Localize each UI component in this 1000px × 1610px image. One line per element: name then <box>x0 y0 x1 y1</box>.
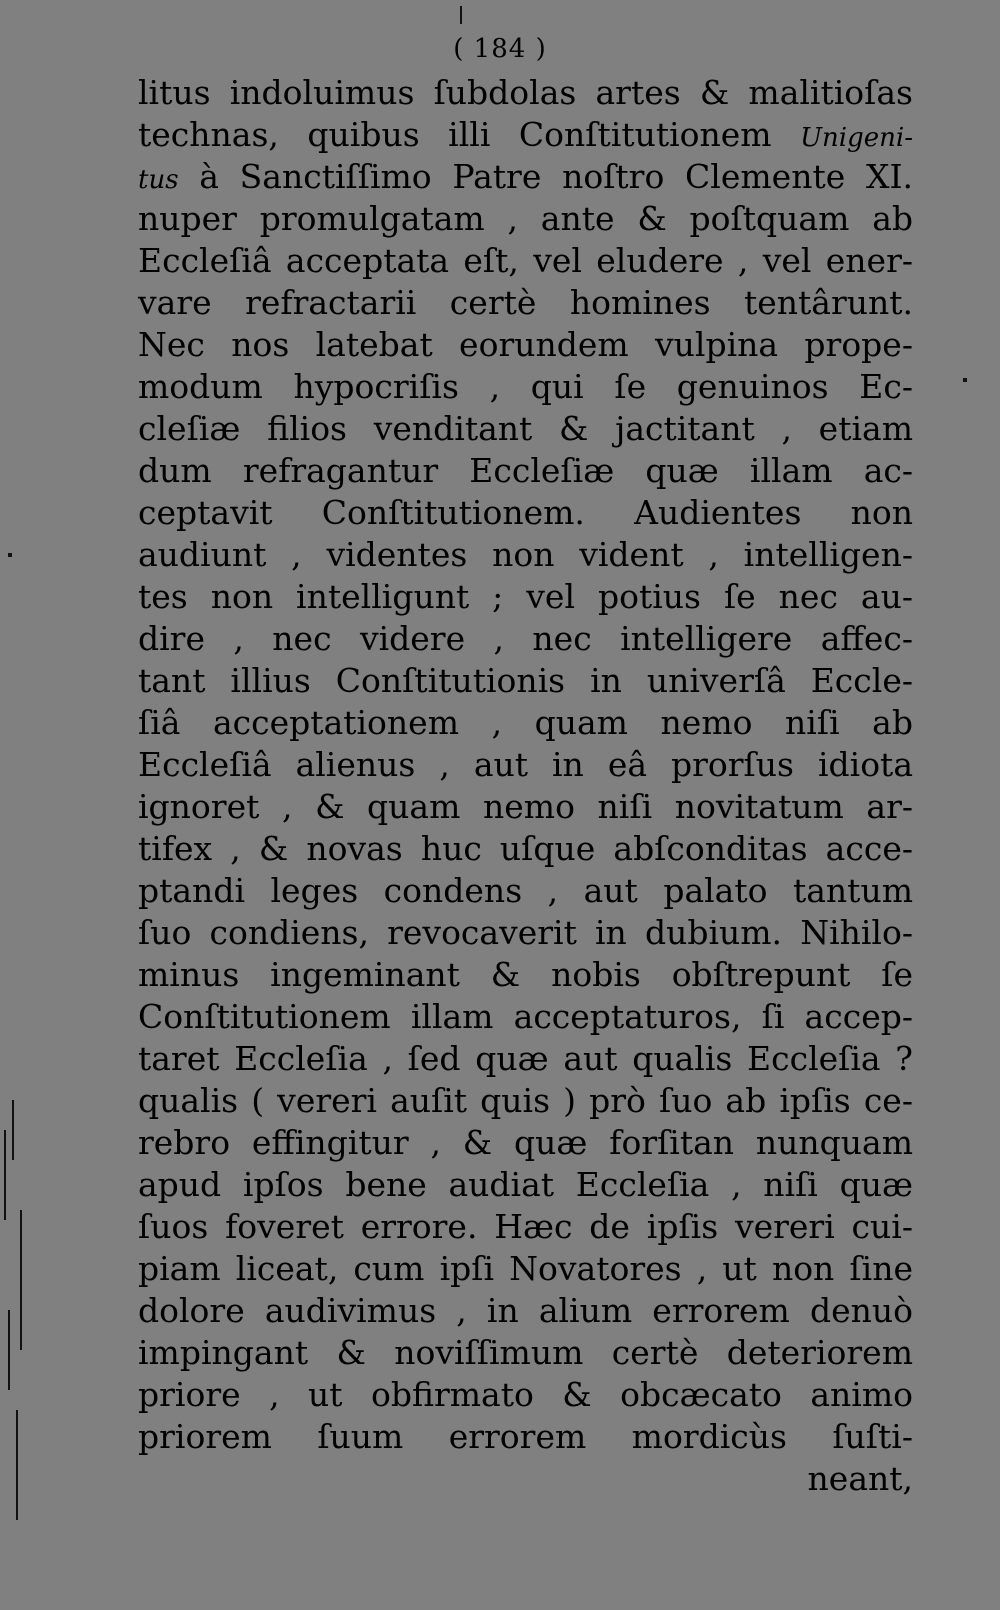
text-line-32: priore , ut obfirmato & obcæcato animo <box>138 1375 913 1414</box>
text-line-2 <box>138 114 913 156</box>
text-line-4: nuper promulgatam , ante & poſtquam ab <box>138 199 913 238</box>
speck <box>8 553 12 557</box>
text-line-30: dolore audivimus , in alium errorem denuò <box>138 1291 913 1330</box>
text-line-20: ptandi leges condens , aut palato tantum <box>138 871 913 910</box>
text-line-3-main: à Sanctiſſimo Patre noſtro Clemente XI. <box>199 157 913 196</box>
edge-mark <box>12 1100 14 1160</box>
text-line-26: rebro effingitur , & quæ forſitan nunquam <box>138 1123 913 1162</box>
text-line-17: Eccleſiâ alienus , aut in eâ prorſus idiota <box>138 745 913 784</box>
text-line-8: modum hypocriſis , qui ſe genuinos Ec- <box>138 367 913 406</box>
text-line-14: dire , nec videre , nec intelligere affec- <box>138 619 913 658</box>
binding-edge-marks <box>0 1090 30 1530</box>
text-line-31: impingant & noviſſimum certè deteriorem <box>138 1333 913 1372</box>
text-line-21: ſuo condiens, revocaverit in dubium. Nihilo- <box>138 913 913 952</box>
text-line-24: taret Eccleſia , ſed quæ aut qualis Eccleſia ? <box>138 1039 913 1078</box>
text-line-25: qualis ( vereri auſit quis ) prò ſuo ab ipſis ce- <box>138 1081 913 1120</box>
text-line-2-main: technas, quibus illi Conſtitutionem <box>138 115 772 154</box>
text-line-34: neant, <box>807 1459 913 1498</box>
edge-mark <box>4 1130 6 1220</box>
text-line-15: tant illius Conſtitutionis in univerſâ Eccle- <box>138 661 913 700</box>
text-line-6: vare refractarii certè homines tentârunt. <box>138 283 913 322</box>
speck <box>963 378 967 382</box>
text-line-13: tes non intelligunt ; vel potius ſe nec au- <box>138 577 913 616</box>
text-line-29: piam liceat, cum ipſi Novatores , ut non ſine <box>138 1249 913 1288</box>
edge-mark <box>8 1310 10 1390</box>
italic-word-unigenitus-part1: Unigeni- <box>800 123 913 153</box>
text-line-11: ceptavit Conſtitutionem. Audientes non <box>138 493 913 532</box>
text-line-9: cleſiæ filios venditant & jactitant , etiam <box>138 409 913 448</box>
text-line-5: Eccleſiâ acceptata eſt, vel eludere , vel ener- <box>138 241 913 280</box>
text-line-12: audiunt , videntes non vident , intelligen- <box>138 535 913 574</box>
text-line-22: minus ingeminant & nobis obſtrepunt ſe <box>138 955 913 994</box>
text-line-19: tifex , & novas huc uſque abſconditas acce- <box>138 829 913 868</box>
italic-word-unigenitus-part2: tus <box>138 165 179 195</box>
text-line-33: priorem ſuum errorem mordicùs ſuſti- <box>138 1417 913 1456</box>
text-line-23: Conſtitutionem illam acceptaturos, ſi accep- <box>138 997 913 1036</box>
text-line-3 <box>138 156 913 198</box>
edge-mark <box>16 1410 18 1520</box>
edge-mark <box>20 1210 22 1350</box>
text-line-27: apud ipſos bene audiat Eccleſia , niſi quæ <box>138 1165 913 1204</box>
text-line-28: ſuos foveret errore. Hæc de ipſis vereri cui- <box>138 1207 913 1246</box>
body-text <box>138 72 913 1500</box>
text-line-16: ſiâ acceptationem , quam nemo niſi ab <box>138 703 913 742</box>
page-number: ( 184 ) <box>453 34 547 64</box>
text-line-7: Nec nos latebat eorundem vulpina prope- <box>138 325 913 364</box>
text-line-1: litus indoluimus ſubdolas artes & malitioſas <box>138 73 913 112</box>
scan-mark <box>460 6 462 24</box>
text-line-18: ignoret , & quam nemo niſi novitatum ar- <box>138 787 913 826</box>
text-line-10: dum refragantur Eccleſiæ quæ illam ac- <box>138 451 913 490</box>
